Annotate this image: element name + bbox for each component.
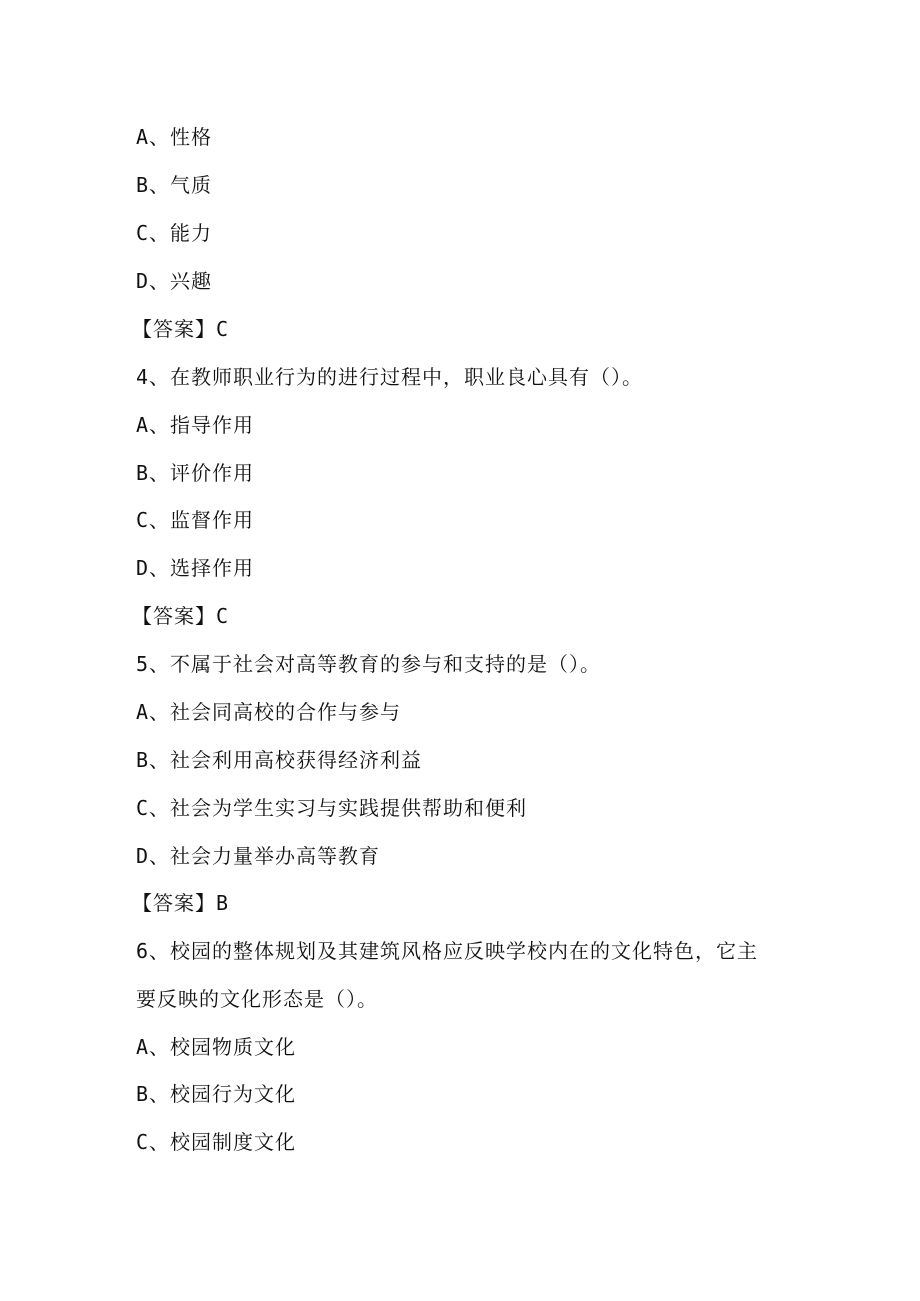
q6-option-a: A、校园物质文化 xyxy=(136,1035,297,1059)
q6-option-c: C、校园制度文化 xyxy=(136,1130,297,1154)
q5-option-c: C、社会为学生实习与实践提供帮助和便利 xyxy=(136,796,528,820)
q6-question-line2: 要反映的文化形态是（）。 xyxy=(136,987,378,1011)
q5-option-b: B、社会利用高校获得经济利益 xyxy=(136,748,423,772)
q3-option-a: A、性格 xyxy=(136,125,213,149)
q4-option-a: A、指导作用 xyxy=(136,413,255,437)
q5-question: 5、不属于社会对高等教育的参与和支持的是（）。 xyxy=(136,652,602,676)
q3-option-b: B、气质 xyxy=(136,173,213,197)
q6-option-b: B、校园行为文化 xyxy=(136,1082,297,1106)
q3-answer: 【答案】C xyxy=(132,317,230,341)
q5-option-a: A、社会同高校的合作与参与 xyxy=(136,700,402,724)
q3-option-c: C、能力 xyxy=(136,221,213,245)
q4-option-c: C、监督作用 xyxy=(136,508,255,532)
q4-question: 4、在教师职业行为的进行过程中，职业良心具有（）。 xyxy=(136,365,644,389)
q4-answer: 【答案】C xyxy=(132,604,230,628)
q5-answer: 【答案】B xyxy=(132,891,230,915)
q3-option-d: D、兴趣 xyxy=(136,269,213,293)
q4-option-b: B、评价作用 xyxy=(136,461,255,485)
q6-question-line1: 6、校园的整体规划及其建筑风格应反映学校内在的文化特色，它主 xyxy=(136,939,759,963)
q5-option-d: D、社会力量举办高等教育 xyxy=(136,844,381,868)
q4-option-d: D、选择作用 xyxy=(136,556,255,580)
